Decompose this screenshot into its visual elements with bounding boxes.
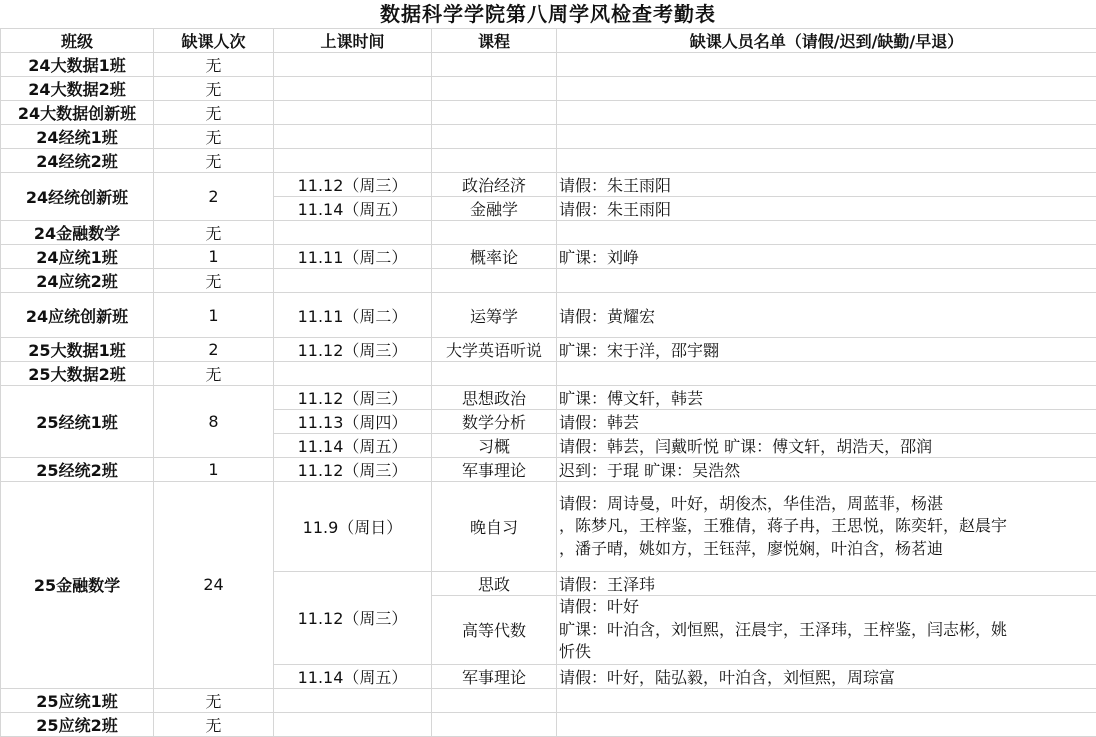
count-cell: 2 bbox=[154, 338, 274, 362]
absence-list-cell bbox=[557, 482, 1096, 572]
table-row bbox=[1, 53, 1096, 77]
course-cell: 军事理论 bbox=[432, 664, 557, 688]
count-cell: 8 bbox=[154, 386, 274, 458]
course-cell: 金融学 bbox=[432, 197, 557, 221]
table-row bbox=[1, 101, 1096, 125]
class-cell: 25应统2班 bbox=[1, 712, 154, 736]
time-cell: 11.12（周三） bbox=[274, 572, 432, 665]
absence-list-cell bbox=[557, 596, 1096, 665]
count-cell: 无 bbox=[154, 362, 274, 386]
class-cell: 25大数据2班 bbox=[1, 362, 154, 386]
class-cell: 24大数据1班 bbox=[1, 53, 154, 77]
class-cell: 24应统创新班 bbox=[1, 293, 154, 338]
time-cell: 11.12（周三） bbox=[274, 386, 432, 410]
course-cell: 运筹学 bbox=[432, 293, 557, 338]
absence-list-line: 请假：叶好 bbox=[559, 596, 1094, 619]
table-row bbox=[1, 245, 1096, 269]
table-row bbox=[1, 293, 1096, 338]
class-cell: 24金融数学 bbox=[1, 221, 154, 245]
course-cell: 概率论 bbox=[432, 245, 557, 269]
class-cell: 24经统2班 bbox=[1, 149, 154, 173]
time-cell: 11.14（周五） bbox=[274, 434, 432, 458]
time-cell: 11.11（周二） bbox=[274, 245, 432, 269]
table-row bbox=[1, 458, 1096, 482]
count-cell: 无 bbox=[154, 149, 274, 173]
absence-list-cell: 请假：黄耀宏 bbox=[557, 293, 1096, 338]
course-cell: 高等代数 bbox=[432, 596, 557, 665]
absence-list-cell: 请假：韩芸 bbox=[557, 410, 1096, 434]
absence-list-line: 旷课：叶泊含，刘恒熙，汪晨宇，王泽玮，王梓鉴，闫志彬，姚 bbox=[559, 619, 1094, 642]
header-list: 缺课人员名单（请假/迟到/缺勤/早退） bbox=[557, 29, 1096, 53]
absence-list-cell: 迟到：于琨 旷课：吴浩然 bbox=[557, 458, 1096, 482]
absence-list-cell: 旷课：傅文轩，韩芸 bbox=[557, 386, 1096, 410]
count-cell: 无 bbox=[154, 221, 274, 245]
count-cell: 无 bbox=[154, 712, 274, 736]
header-class: 班级 bbox=[1, 29, 154, 53]
table-row bbox=[1, 688, 1096, 712]
course-cell: 思政 bbox=[432, 572, 557, 596]
table-row bbox=[1, 125, 1096, 149]
time-cell: 11.9（周日） bbox=[274, 482, 432, 572]
absence-list-cell: 请假：王泽玮 bbox=[557, 572, 1096, 596]
class-cell: 24经统1班 bbox=[1, 125, 154, 149]
course-cell: 政治经济 bbox=[432, 173, 557, 197]
absence-list-line: 忻佚 bbox=[559, 641, 1094, 664]
table-row bbox=[1, 712, 1096, 736]
absence-list-cell: 请假：朱王雨阳 bbox=[557, 197, 1096, 221]
table-row bbox=[1, 362, 1096, 386]
table-row bbox=[1, 149, 1096, 173]
class-cell: 24大数据创新班 bbox=[1, 101, 154, 125]
class-cell: 24应统1班 bbox=[1, 245, 154, 269]
count-cell: 无 bbox=[154, 688, 274, 712]
time-cell: 11.14（周五） bbox=[274, 197, 432, 221]
count-cell: 1 bbox=[154, 245, 274, 269]
course-cell: 晚自习 bbox=[432, 482, 557, 572]
attendance-table bbox=[0, 28, 1096, 737]
time-cell: 11.13（周四） bbox=[274, 410, 432, 434]
absence-list-cell: 请假：韩芸，闫戴昕悦 旷课：傅文轩，胡浩天，邵润 bbox=[557, 434, 1096, 458]
table-row bbox=[1, 269, 1096, 293]
absence-list-line: ，潘子晴，姚如方，王钰萍，廖悦娴，叶泊含，杨茗迪 bbox=[559, 538, 1094, 561]
absence-list-cell: 请假：朱王雨阳 bbox=[557, 173, 1096, 197]
class-cell: 24大数据2班 bbox=[1, 77, 154, 101]
time-cell: 11.12（周三） bbox=[274, 338, 432, 362]
absence-list-cell: 旷课：刘峥 bbox=[557, 245, 1096, 269]
table-row bbox=[1, 173, 1096, 197]
table-row bbox=[1, 482, 1096, 572]
course-cell: 思想政治 bbox=[432, 386, 557, 410]
absence-list-line: ，陈梦凡，王梓鉴，王雅倩，蒋子冉，王思悦，陈奕轩，赵晨宇 bbox=[559, 515, 1094, 538]
class-cell: 25经统2班 bbox=[1, 458, 154, 482]
table-row bbox=[1, 77, 1096, 101]
count-cell: 1 bbox=[154, 458, 274, 482]
course-cell: 数学分析 bbox=[432, 410, 557, 434]
time-cell: 11.14（周五） bbox=[274, 664, 432, 688]
table-row bbox=[1, 338, 1096, 362]
course-cell: 大学英语听说 bbox=[432, 338, 557, 362]
table-row bbox=[1, 386, 1096, 410]
header-time: 上课时间 bbox=[274, 29, 432, 53]
absence-list-cell: 请假：叶好，陆弘毅，叶泊含，刘恒熙，周琮富 bbox=[557, 664, 1096, 688]
count-cell: 无 bbox=[154, 269, 274, 293]
count-cell: 1 bbox=[154, 293, 274, 338]
count-cell: 无 bbox=[154, 53, 274, 77]
class-cell: 25大数据1班 bbox=[1, 338, 154, 362]
class-cell: 25金融数学 bbox=[1, 482, 154, 689]
class-cell: 25经统1班 bbox=[1, 386, 154, 458]
course-cell: 习概 bbox=[432, 434, 557, 458]
class-cell: 24经统创新班 bbox=[1, 173, 154, 221]
time-cell: 11.12（周三） bbox=[274, 173, 432, 197]
count-cell: 无 bbox=[154, 125, 274, 149]
class-cell: 24应统2班 bbox=[1, 269, 154, 293]
count-cell: 无 bbox=[154, 77, 274, 101]
sheet-title: 数据科学学院第八周学风检查考勤表 bbox=[0, 0, 1096, 28]
time-cell: 11.11（周二） bbox=[274, 293, 432, 338]
header-row bbox=[1, 29, 1096, 53]
count-cell: 无 bbox=[154, 101, 274, 125]
class-cell: 25应统1班 bbox=[1, 688, 154, 712]
count-cell: 24 bbox=[154, 482, 274, 689]
count-cell: 2 bbox=[154, 173, 274, 221]
absence-list-cell: 旷课：宋于洋，邵宇翾 bbox=[557, 338, 1096, 362]
header-count: 缺课人次 bbox=[154, 29, 274, 53]
time-cell: 11.12（周三） bbox=[274, 458, 432, 482]
absence-list-line: 请假：周诗曼，叶好，胡俊杰，华佳浩，周蓝菲，杨湛 bbox=[559, 493, 1094, 516]
header-course: 课程 bbox=[432, 29, 557, 53]
course-cell: 军事理论 bbox=[432, 458, 557, 482]
table-row bbox=[1, 221, 1096, 245]
